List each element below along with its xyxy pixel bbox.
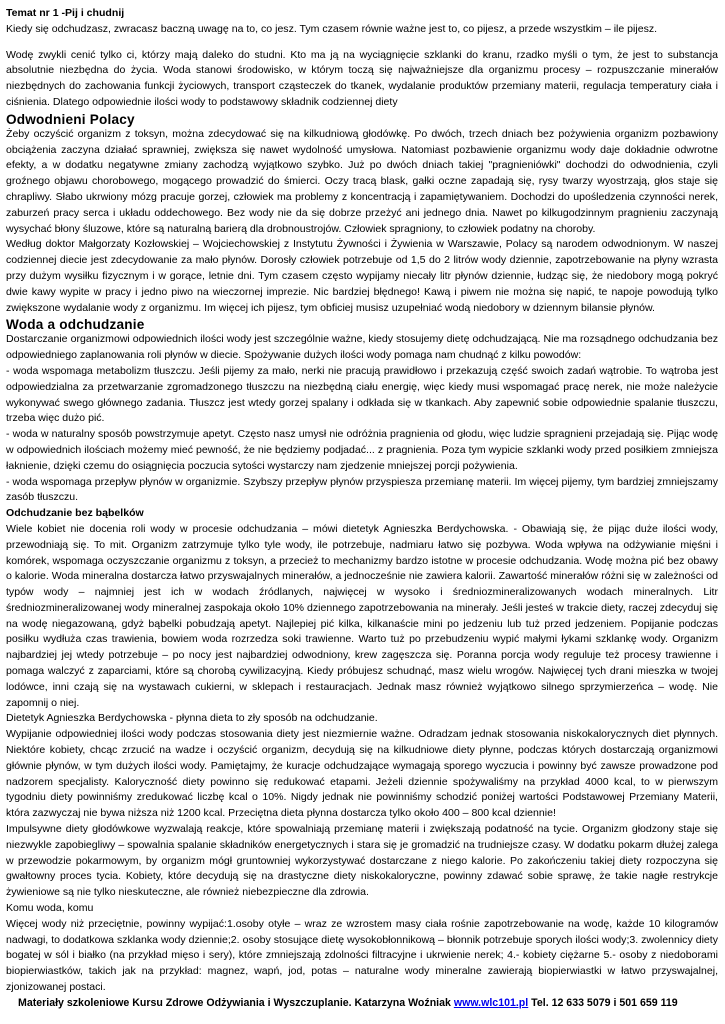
footer-website-link[interactable]: www.wlc101.pl xyxy=(453,997,529,1009)
bubbles-paragraph-2: Dietetyk Agnieszka Berdychowska - płynna dieta to zły sposób na odchudzanie. xyxy=(6,712,378,725)
page-footer xyxy=(18,997,718,1009)
section-heading-slimming: Woda a odchudzanie xyxy=(6,317,145,333)
slimming-paragraph-3: - woda w naturalny sposób powstrzymuje apetyt. Często nasz umysł nie odróżnia pragnienia od głodu, więc ludzie spragnieni przejadają się. Pijąc wodę w odpowiednich ilościach możemy mieć pewność, że nie będziemy podjadać... z pragnienia. Poza tym wypicie szklanki wody przed posiłkiem zmniejsza łaknienie, dzięki czemu do osiągnięcia poczucia sytości wystarczy nam zjedzenie mniejszej porcji pożywienia. xyxy=(6,428,718,472)
dehydrated-paragraph-1: Żeby oczyścić organizm z toksyn, można zdecydować się na kilkudniową głodówkę. Po dwóch, trzech dniach bez pożywienia organizm pozbawiony obciążenia zaczyna działać sprawniej, zwiększa się nawet wydolność umysłowa. Natomiast pozbawienie organizmu wody daje dokładnie odwrotne efekty, a w dodatku negatywne zmiany zachodzą wyjątkowo szybko. Już po dwóch dniach takiej "pragnieniówki" dochodzi do odwodnienia, czyli groźnego objawu chorobowego, mogącego prowadzić do śmierci. Oczy tracą blask, gałki oczne zapadają się, rysy twarzy wyostrzają, głos staje się chrapliwy. Słabo ukrwiony mózg pracuje gorzej, człowiek ma problemy z koncentracją i zapamiętywaniem. Dochodzi do upośledzenia czynności nerek, zaburzeń pracy serca i układu oddechowego. Bez wody nie da się dobrze przeżyć ani jednego dnia. Nawet po kilkugodzinnym pragnieniu zaczynają wysychać błony śluzowe, które są naturalną barierą dla drobnoustrojów. Człowiek spragniony, to człowiek podatny na choroby. xyxy=(6,127,718,235)
slimming-paragraph-2: - woda wspomaga metabolizm tłuszczu. Jeśli pijemy za mało, nerki nie pracują prawidłowo i przekazują część swoich zadań wątrobie. To wątroba jest odpowiedzialna za przetwarzanie zgromadzonego tłuszczu na niezbędną ciału energię, więc kiedy musi wspomagać pracę nerek, nie może należycie wykonywać swego głównego zadania. Tłuszcz jest wtedy gorzej spalany i odkłada się w tkankach. Aby zapewnić sobie odpowiednie spalanie tłuszczu, trzeba więc dużo pić. xyxy=(6,364,718,425)
water-paragraph: Wodę zwykli cenić tylko ci, którzy mają daleko do studni. Kto ma ją na wyciągnięcie szklanki do kranu, rzadko myśli o tym, że jest to substancja absolutnie niezbędna do życia. Woda stanowi środowisko, w którym toczą się najważniejsze dla organizmu procesy – rozpuszczanie minerałów niezbędnych do zachowania funkcji życiowych, transport cząsteczek do tkanek, wydalanie produktów przemiany materii, regulacja temperatury ciała i ciśnienia. Dlatego odpowiednie ilości wody to podstawowy składnik codziennej diety xyxy=(6,48,718,108)
slimming-paragraph-1: Dostarczanie organizmowi odpowiednich ilości wody jest szczególnie ważne, kiedy stosujemy dietę odchudzającą. Nie ma rozsądnego odchudzania bez odpowiedniego zaplanowania roli płynów w diecie. Spożywanie dużych ilości wody pomaga nam chudnąć z kilku powodów: xyxy=(6,333,718,362)
slimming-paragraph-4: - woda wspomaga przepływ płynów w organizmie. Szybszy przepływ płynów przyspiesza przemianę materii. Im więcej pijemy, tym bardziej zmniejszamy zasób tłuszczu. xyxy=(6,475,718,504)
footer-text: Materiały szkoleniowe Kursu Zdrowe Odżywiania i Wyszczuplanie. Katarzyna Woźniak xyxy=(18,997,454,1009)
intro-paragraph: Kiedy się odchudzasz, zwracasz baczną uwagę na to, co jesz. Tym czasem równie ważne jest to, co pijesz, a przede wszystkim – ile pijesz. xyxy=(6,22,658,35)
bubbles-paragraph-1: Wiele kobiet nie docenia roli wody w procesie odchudzania – mówi dietetyk Agnieszka Berdychowska. - Obawiają się, że pijąc duże ilości wody, przewodniają się. To mit. Organizm zatrzymuje tylko tyle wody, ile potrzebuje, nadmiaru łatwo się pozbywa. Woda wpływa na odżywianie mięśni i komórek, wspomaga oczyszczanie organizmu z toksyn, a przecież to mechanizmy bardzo istotne w procesie odchudzania. Wodę można pić bez obawy o kalorie. Woda mineralna dostarcza łatwo przyswajalnych minerałów, a jednocześnie nie zawiera kalorii. Zawartość minerałów różni się w zależności od typów wody – najmniej jest ich w wodach źródlanych, najwięcej w wysoko i średniozmineralizowanych wodach mineralnych. Litr średniozmineralizowanej wody mineralnej zaspokaja około 10% dziennego zapotrzebowania na minerały. Jeśli jesteś w trakcie diety, raczej zdecyduj się na wodę niegazowaną, gdyż bąbelki pobudzają apetyt. Najlepiej pić kilka, kilkanaście mini po jedzeniu lub tuż przed jedzeniem. Popijanie podczas posiłku wydłuża czas trawienia, bowiem woda rozrzedza soki trawienne. Warto tuż po przebudzeniu wypić małymi łykami szklankę wody. Organizm najbardziej jej wtedy potrzebuje – po nocy jest najbardziej odwodniony, krew zagęszcza się. Poranna porcja wody reguluje też procesy trawienne i pomaga walczyć z zaparciami, które są chorobą cywilizacyjną. Kiedy próbujesz schudnąć, masz wielu wrogów. Najwięcej tych drani mieszka w twojej lodówce, inni czają się na wystawach cukierni, w sklepach i restauracjach. Jednak masz również wyjątkowo silnego sprzymierzeńca – wodę. Nie zapomnij o niej. xyxy=(6,522,718,709)
who-title: Komu woda, komu xyxy=(6,902,94,915)
article-body xyxy=(6,6,718,996)
dehydrated-paragraph-2: Według doktor Małgorzaty Kozłowskiej – Wojciechowskiej z Instytutu Żywności i Żywienia w Warszawie, Polacy są narodem odwodnionym. W naszej codziennej diecie jest zdecydowanie za mało płynów. Dorosły człowiek potrzebuje od 1,5 do 2 litrów wody dziennie, zapotrzebowanie na płyny wzrasta przy dużym wysiłku fizycznym i w gorące, letnie dni. Tym czasem często wypijamy niecały litr płynów dziennie, łudząc się, że niedobory mogą pokryć dwie kawy wypite w pracy i jedno piwo na wieczornej imprezie. Nic bardziej błędnego! Kawą i piwem nie można się napić, te napoje powodują tylko zwiększone wydalanie wody z organizmu. Im więcej ich pijesz, tym obficiej musisz uzupełniać wodą niedobory w dziennym bilansie płynów. xyxy=(6,238,718,314)
section-heading-dehydrated: Odwodnieni Polacy xyxy=(6,111,135,127)
subheading-bubbles: Odchudzanie bez bąbelków xyxy=(6,507,144,520)
footer-phone: Tel. 12 633 5079 i 501 659 119 xyxy=(528,997,678,1009)
bubbles-paragraph-4: Impulsywne diety głodówkowe wyzwalają reakcje, które spowalniają przemianę materii i zwiększają podatność na tycie. Organizm głodzony staje się niezwykle zapobiegliwy – spowalnia spalanie składników energetycznych i stara się je gromadzić na trudniejsze czasy. W dodatku pokarm dłużej zalega w przewodzie pokarmowym, by organizm mógł gruntowniej wykorzystywać dostarczane z niego kalorie. Po zakończeniu takiej diety rozpoczyna się gwałtowny proces tycia. Kobiety, które decydują się na drastyczne diety niskokaloryczne, powinny zdawać sobie sprawę, że takie nagłe restrykcje żywieniowe są nie tylko nieskuteczne, ale również niebezpieczne dla zdrowia. xyxy=(6,823,718,899)
spacer xyxy=(6,38,718,48)
bubbles-paragraph-3: Wypijanie odpowiedniej ilości wody podczas stosowania diety jest niezmiernie ważne. Odradzam jednak stosowania niskokalorycznych diet płynnych. Niektóre kobiety, chcąc zrzucić na wadze i oczyścić organizm, decydują się na kilkudniowe diety płynne, podczas których dostarczają organizmowi głównie płynów, w tym dużych ilości wody. Pamiętajmy, że kuracje odchudzające wymagają sporego wyczucia i powinny być zawsze prowadzone pod nadzorem specjalisty. Kaloryczność diety powinno się redukować etapami. Jeżeli dziennie spożywaliśmy na przykład 4000 kcal, to w pierwszym tygodniu diety powinniśmy zredukować liczbę kcal o 10%. Nigdy jednak nie powinniśmy schodzić poniżej wartości Podstawowej Przemiany Materii, która zazwyczaj nie bywa niższa niż 1200 kcal. Przeciętna dieta płynna dostarcza tylko około 400 – 800 kcal dziennie! xyxy=(6,728,718,820)
document-title: Temat nr 1 -Pij i chudnij xyxy=(6,7,125,19)
who-paragraph: Więcej wody niż przeciętnie, powinny wypijać:1.osoby otyłe – wraz ze wzrostem masy ciała rośnie zapotrzebowanie na wodę, każde 10 kilogramów nadwagi, to dodatkowa szklanka wody dziennie;2. osoby stosujące dietę wysokobłonnikową – błonnik potrzebuje sporych ilości wody;3. zwolennicy diety bogatej w sól i białko (na przykład mięso i sery), które zmniejszają zdolności filtracyjne i ukrwienie nerek; 4.- kobiety ciężarne 5.- osoby z niedoborami biopierwiastków, takich jak na przykład: magnez, wapń, jod, potas – naturalne wody mineralne zawierają biopierwiastki w łatwo przyswajalnej, zjonizowanej postaci. xyxy=(6,917,718,994)
